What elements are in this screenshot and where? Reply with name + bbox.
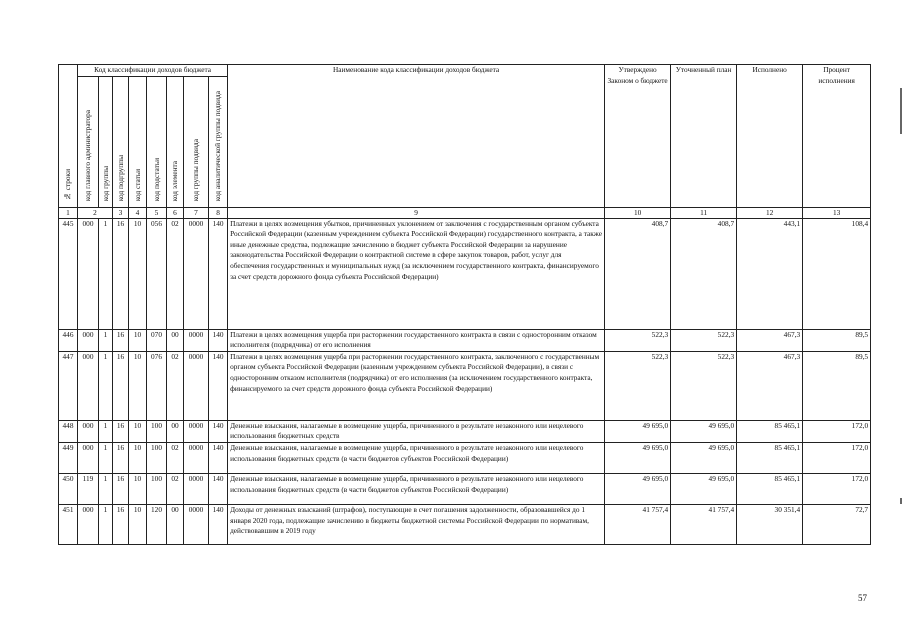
revenue-name: Денежные взыскания, налагаемые в возмещение ущерба, причиненного в результате незаконного или нецелевого использования бюджетных средств (в части бюджетов субъектов Российской Федерации) [228,473,605,504]
approved-amount: 522,3 [605,351,671,420]
table-row [59,504,871,544]
revenue-name: Доходы от денежных взысканий (штрафов), поступающие в счет погашения задолженности, образовавшейся до 1 января 2020 года, подлежащие зачислению в бюджеты бюджетной системы Российской Федерации по нормативам, действовавшим в 2019 году [228,504,605,544]
approved-amount: 49 695,0 [605,420,671,442]
column-number: 7 [184,207,209,218]
admin-code: 000 [78,351,99,420]
group-code: 1 [99,504,113,544]
percent-value: 172,0 [803,473,871,504]
table-row [59,351,871,420]
approved-amount: 49 695,0 [605,473,671,504]
table-row [59,218,871,329]
analytic-group-code: 140 [209,351,228,420]
admin-code: 000 [78,442,99,473]
group-code: 1 [99,351,113,420]
approved-amount: 49 695,0 [605,442,671,473]
percent-value: 72,7 [803,504,871,544]
executed-amount: 85 465,1 [737,442,803,473]
article-code: 10 [129,442,147,473]
refined-amount: 49 695,0 [671,473,737,504]
refined-amount: 408,7 [671,218,737,329]
subarticle-code: 056 [147,218,167,329]
column-number: 12 [737,207,803,218]
revenue-name: Денежные взыскания, налагаемые в возмещение ущерба, причиненного в результате незаконного или нецелевого использования бюджетных средств (в части бюджетов субъектов Российской Федерации) [228,442,605,473]
subtype-group-code: 0000 [184,218,209,329]
subtype-group-code: 0000 [184,329,209,351]
row-number: 451 [59,504,78,544]
analytic-group-code: 140 [209,473,228,504]
row-number: 449 [59,442,78,473]
header-code-subtype-group: код группы подвида [184,76,209,207]
element-code: 00 [167,504,184,544]
row-number: 446 [59,329,78,351]
element-code: 02 [167,351,184,420]
subgroup-code: 16 [113,473,129,504]
percent-value: 172,0 [803,420,871,442]
article-code: 10 [129,218,147,329]
approved-amount: 408,7 [605,218,671,329]
scan-edge-mark [900,88,902,134]
column-number: 2 [78,207,113,218]
header-code-admin: код главного администратора [78,76,99,207]
subarticle-code: 076 [147,351,167,420]
approved-amount: 41 757,4 [605,504,671,544]
article-code: 10 [129,329,147,351]
header-code-group: код группы [99,76,113,207]
subgroup-code: 16 [113,218,129,329]
table-row [59,473,871,504]
row-number: 450 [59,473,78,504]
column-number: 4 [129,207,147,218]
row-number: 447 [59,351,78,420]
group-code: 1 [99,420,113,442]
executed-amount: 467,3 [737,329,803,351]
revenue-name: Платежи в целях возмещения ущерба при расторжении государственного контракта, заключенного с государственным органом субъекта Российской Федерации (казенным учреждением субъекта Российской Федерации), в связи с односторонним отказом исполнителя (подрядчика) от его исполнения (за исключением государственного контракта, финансируемого за счет средств дорожного фонда субъекта Российской Федерации) [228,351,605,420]
subtype-group-code: 0000 [184,442,209,473]
subarticle-code: 070 [147,329,167,351]
refined-amount: 49 695,0 [671,442,737,473]
refined-amount: 41 757,4 [671,504,737,544]
column-number: 1 [59,207,78,218]
percent-value: 89,5 [803,329,871,351]
header-name: Наименование кода классификации доходов бюджета [228,65,605,208]
subarticle-code: 120 [147,504,167,544]
analytic-group-code: 140 [209,442,228,473]
article-code: 10 [129,504,147,544]
column-number: 9 [228,207,605,218]
element-code: 00 [167,329,184,351]
percent-value: 89,5 [803,351,871,420]
header-code-element: код элемента [167,76,184,207]
subtype-group-code: 0000 [184,351,209,420]
admin-code: 119 [78,473,99,504]
executed-amount: 30 351,4 [737,504,803,544]
table-row [59,442,871,473]
group-code: 1 [99,442,113,473]
header-approved: Утверждено Законом о бюджете [605,65,671,208]
analytic-group-code: 140 [209,329,228,351]
column-number: 13 [803,207,871,218]
analytic-group-code: 140 [209,420,228,442]
subtype-group-code: 0000 [184,504,209,544]
row-number: 445 [59,218,78,329]
table-body [59,218,871,544]
table-row [59,329,871,351]
element-code: 02 [167,473,184,504]
page-number: 57 [858,593,867,603]
table-row [59,420,871,442]
subtype-group-code: 0000 [184,473,209,504]
header-row-top [59,65,871,77]
element-code: 02 [167,442,184,473]
subgroup-code: 16 [113,442,129,473]
header-code-subarticle: код подстатьи [147,76,167,207]
executed-amount: 85 465,1 [737,420,803,442]
admin-code: 000 [78,218,99,329]
subtype-group-code: 0000 [184,420,209,442]
subgroup-code: 16 [113,504,129,544]
subgroup-code: 16 [113,420,129,442]
approved-amount: 522,3 [605,329,671,351]
subgroup-code: 16 [113,329,129,351]
group-code: 1 [99,218,113,329]
refined-amount: 522,3 [671,329,737,351]
budget-revenue-table [58,64,871,545]
header-row-no: № строки [59,65,78,208]
column-number: 11 [671,207,737,218]
subarticle-code: 100 [147,420,167,442]
subarticle-code: 100 [147,473,167,504]
analytic-group-code: 140 [209,504,228,544]
scan-edge-mark [900,498,902,504]
column-number: 6 [167,207,184,218]
subarticle-code: 100 [147,442,167,473]
percent-value: 108,4 [803,218,871,329]
header-code-article: код статьи [129,76,147,207]
header-code-analytic-group: код аналитической группы подвида [209,76,228,207]
article-code: 10 [129,420,147,442]
analytic-group-code: 140 [209,218,228,329]
element-code: 02 [167,218,184,329]
executed-amount: 467,3 [737,351,803,420]
article-code: 10 [129,473,147,504]
column-number: 8 [209,207,228,218]
subgroup-code: 16 [113,351,129,420]
percent-value: 172,0 [803,442,871,473]
revenue-name: Платежи в целях возмещения ущерба при расторжении государственного контракта в связи с односторонним отказом исполнителя (подрядчика) от его исполнения [228,329,605,351]
column-number: 10 [605,207,671,218]
revenue-name: Платежи в целях возмещения убытков, причиненных уклонением от заключения с государственным органом субъекта Российской Федерации (казенным учреждением субъекта Российской Федерации) государственного контракта, а также иные денежные средства, подлежащие зачислению в бюджет субъекта Российской Федерации за нарушение законодательства Российской Федерации о контрактной системе в сфере закупок товаров, работ, услуг для обеспечения государственных и муниципальных нужд (за исключением государственного контракта, финансируемого за счет средств дорожного фонда субъекта Российской Федерации) [228,218,605,329]
revenue-name: Денежные взыскания, налагаемые в возмещение ущерба, причиненного в результате незаконного или нецелевого использования бюджетных средств [228,420,605,442]
admin-code: 000 [78,420,99,442]
refined-amount: 522,3 [671,351,737,420]
header-classification-group: Код классификации доходов бюджета [78,65,228,77]
admin-code: 000 [78,504,99,544]
column-number-row [59,207,871,218]
row-number: 448 [59,420,78,442]
header-refined: Уточненный план [671,65,737,208]
column-number: 5 [147,207,167,218]
element-code: 00 [167,420,184,442]
column-number: 3 [113,207,129,218]
executed-amount: 85 465,1 [737,473,803,504]
group-code: 1 [99,329,113,351]
group-code: 1 [99,473,113,504]
header-code-subgroup: код подгруппы [113,76,129,207]
refined-amount: 49 695,0 [671,420,737,442]
admin-code: 000 [78,329,99,351]
header-percent: Процент исполнения [803,65,871,208]
executed-amount: 443,1 [737,218,803,329]
header-executed: Исполнено [737,65,803,208]
article-code: 10 [129,351,147,420]
